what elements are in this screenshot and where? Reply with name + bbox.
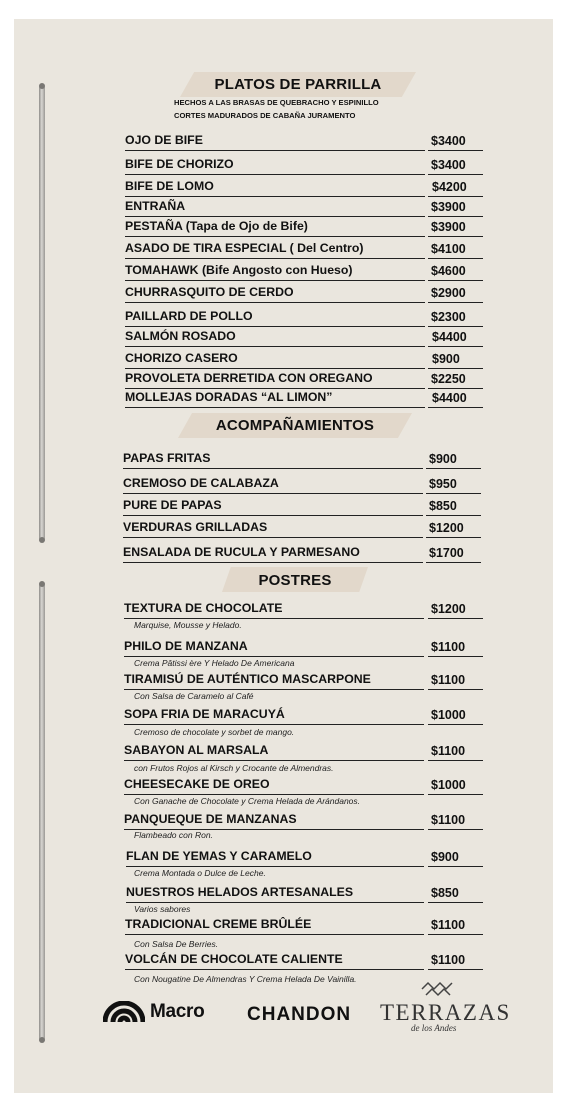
item-name: PAILLARD DE POLLO — [125, 309, 253, 323]
item-price: $900 — [429, 452, 457, 466]
item-name: FLAN DE YEMAS Y CARAMELO — [126, 849, 312, 863]
item-name: TRADICIONAL CREME BRÛLÉE — [125, 917, 312, 931]
menu-item — [123, 451, 483, 469]
menu-item — [125, 133, 485, 151]
menu-item — [125, 329, 485, 347]
terrazas-wordmark: TERRAZAS — [380, 1000, 511, 1025]
menu-item — [123, 476, 483, 494]
item-name: MOLLEJAS DORADAS “AL LIMON” — [125, 390, 333, 404]
item-price: $900 — [431, 850, 459, 864]
item-price: $4200 — [432, 180, 467, 194]
item-name: BIFE DE LOMO — [125, 179, 214, 193]
menu-item — [125, 241, 485, 259]
menu-item — [124, 639, 484, 657]
terrazas-emblem-icon — [420, 980, 456, 998]
item-name: SOPA FRIA DE MARACUYÁ — [124, 707, 285, 721]
macro-emblem-icon — [103, 1001, 145, 1023]
item-name: SABAYON AL MARSALA — [124, 743, 269, 757]
item-price: $4600 — [431, 264, 466, 278]
section-title-acompanamientos: ACOMPAÑAMIENTOS — [215, 417, 375, 434]
item-price: $3900 — [431, 220, 466, 234]
menu-item — [124, 672, 484, 690]
terrazas-logo — [380, 980, 511, 1035]
item-description: Con Nougatine De Almendras Y Crema Helada De Vainilla. — [134, 974, 357, 984]
macro-wordmark: Macro — [150, 1001, 205, 1022]
menu-item — [124, 743, 484, 761]
item-description: Flambeado con Ron. — [134, 830, 213, 840]
menu-item — [123, 545, 483, 563]
binder-ring-bottom — [39, 583, 45, 1041]
item-price: $850 — [429, 499, 457, 513]
item-price: $1100 — [431, 673, 466, 687]
menu-item — [124, 601, 484, 619]
item-name: CHURRASQUITO DE CERDO — [125, 285, 294, 299]
item-price: $1100 — [431, 918, 466, 932]
menu-item — [125, 285, 485, 303]
item-name: CHEESECAKE DE OREO — [124, 777, 270, 791]
item-description: con Frutos Rojos al Kirsch y Crocante de Almendras. — [134, 763, 334, 773]
parrilla-subtitle-1: HECHOS A LAS BRASAS DE QUEBRACHO Y ESPINILLO — [174, 98, 379, 107]
item-name: PAPAS FRITAS — [123, 451, 211, 465]
item-price: $900 — [432, 352, 460, 366]
item-name: SALMÓN ROSADO — [125, 329, 236, 343]
item-description: Con Salsa De Berries. — [134, 939, 219, 949]
item-price: $4100 — [431, 242, 466, 256]
item-name: PANQUEQUE DE MANZANAS — [124, 812, 297, 826]
item-price: $1000 — [431, 778, 466, 792]
item-price: $2900 — [431, 286, 466, 300]
parrilla-subtitle-2: CORTES MADURADOS DE CABAÑA JURAMENTO — [174, 111, 356, 120]
item-name: CREMOSO DE CALABAZA — [123, 476, 279, 490]
item-name: VOLCÁN DE CHOCOLATE CALIENTE — [125, 952, 343, 966]
item-price: $2250 — [431, 372, 466, 386]
item-description: Con Salsa de Caramelo al Café — [134, 691, 254, 701]
menu-item — [126, 849, 486, 867]
item-price: $2300 — [431, 310, 466, 324]
menu-item — [125, 199, 485, 217]
item-price: $1000 — [431, 708, 466, 722]
item-price: $1200 — [431, 602, 466, 616]
item-name: NUESTROS HELADOS ARTESANALES — [126, 885, 354, 899]
item-name: OJO DE BIFE — [125, 133, 203, 147]
item-price: $1100 — [431, 813, 466, 827]
menu-item — [124, 812, 484, 830]
section-title-postres: POSTRES — [258, 572, 332, 589]
menu-item — [124, 707, 484, 725]
terrazas-subtitle: de los Andes — [411, 1023, 457, 1033]
menu-item — [124, 777, 484, 795]
item-price: $950 — [429, 477, 457, 491]
item-price: $4400 — [432, 330, 467, 344]
item-description: Crema Pâtissi ère Y Helado De Americana — [134, 658, 295, 668]
item-price: $1700 — [429, 546, 464, 560]
item-price: $1100 — [431, 953, 466, 967]
item-price: $4400 — [432, 391, 467, 405]
item-price: $3900 — [431, 200, 466, 214]
item-name: TEXTURA DE CHOCOLATE — [124, 601, 283, 615]
item-description: Varios sabores — [134, 904, 191, 914]
item-name: TIRAMISÚ DE AUTÉNTICO MASCARPONE — [124, 672, 371, 686]
item-name: ENTRAÑA — [125, 199, 186, 213]
item-name: PHILO DE MANZANA — [124, 639, 248, 653]
item-name: PROVOLETA DERRETIDA CON OREGANO — [125, 371, 373, 385]
item-name: TOMAHAWK (Bife Angosto con Hueso) — [125, 263, 353, 277]
item-name: CHORIZO CASERO — [125, 351, 238, 365]
item-price: $1200 — [429, 521, 464, 535]
item-description: Cremoso de chocolate y sorbet de mango. — [134, 727, 295, 737]
menu-item — [123, 498, 483, 516]
item-description: Marquise, Mousse y Helado. — [134, 620, 242, 630]
item-price: $1100 — [431, 744, 466, 758]
menu-item — [125, 351, 485, 369]
menu-item — [125, 263, 485, 281]
menu-item — [126, 885, 486, 903]
macro-logo — [103, 1000, 218, 1026]
section-title-parrilla: PLATOS DE PARRILLA — [214, 76, 382, 93]
item-name: ENSALADA DE RUCULA Y PARMESANO — [123, 545, 360, 559]
binder-ring-top — [39, 85, 45, 541]
item-name: BIFE DE CHORIZO — [125, 157, 234, 171]
menu-item — [125, 917, 485, 935]
item-description: Crema Montada o Dulce de Leche. — [134, 868, 266, 878]
item-price: $850 — [431, 886, 459, 900]
menu-item — [125, 219, 485, 237]
item-name: ASADO DE TIRA ESPECIAL ( Del Centro) — [125, 241, 364, 255]
menu-item — [125, 157, 485, 175]
menu-item — [125, 309, 485, 327]
menu-item — [123, 520, 483, 538]
chandon-logo: CHANDON — [247, 1004, 352, 1025]
menu-item — [125, 179, 485, 197]
menu-item — [125, 390, 485, 408]
item-price: $1100 — [431, 640, 466, 654]
item-price: $3400 — [431, 158, 466, 172]
item-description: Con Ganache de Chocolate y Crema Helada de Arándanos. — [134, 796, 361, 806]
item-name: VERDURAS GRILLADAS — [123, 520, 268, 534]
menu-item — [125, 371, 485, 389]
item-name: PURE DE PAPAS — [123, 498, 222, 512]
item-price: $3400 — [431, 134, 466, 148]
item-name: PESTAÑA (Tapa de Ojo de Bife) — [125, 219, 308, 233]
menu-item — [125, 952, 485, 970]
